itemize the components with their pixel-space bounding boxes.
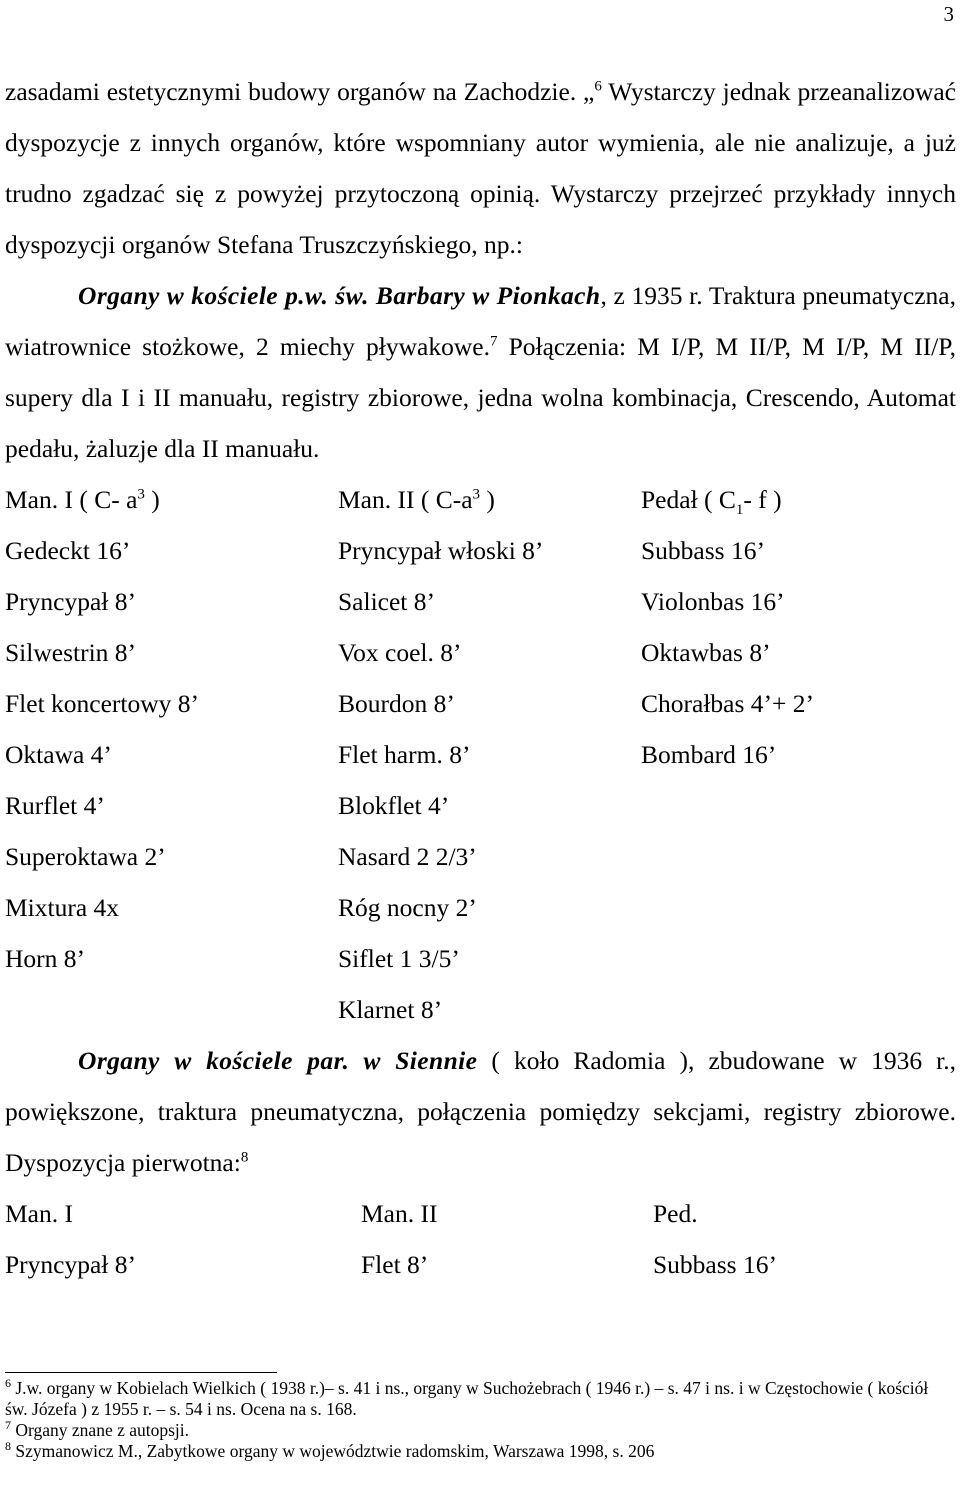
organ1-text-b: Połączenia: M I/P, M II/P, M I/P, M II/P, supery dla I i II manuału, registry zbiorowe, jedna wolna kombinacja, Crescendo, Automat pedału, żaluzje dla II manuału. bbox=[5, 332, 956, 463]
header-man2: Man. II bbox=[361, 1199, 438, 1228]
header-man1: Man. I ( C- $a^3$ ) bbox=[5, 485, 160, 514]
table-row: Mixtura 4x Róg nocny 2’ bbox=[5, 893, 477, 922]
organ1-text-a: , z 1935 r. Traktura pneumatyczna, wiatrownice stożkowe, 2 miechy pływakowe. bbox=[5, 281, 957, 361]
table-row: Superoktawa 2’ Nasard 2 2/3’ bbox=[5, 842, 477, 871]
organ2-text: ( koło Radomia ), zbudowane w 1936 r., powiększone, traktura pneumatyczna, połączenia pomiędzy sekcjami, registry zbiorowe. Dyspozycja pierwotna: bbox=[5, 1046, 956, 1177]
organ1-title: Organy w kościele p.w. św. Barbary w Pionkach bbox=[78, 281, 601, 310]
page-number: 3 bbox=[943, 2, 954, 26]
header-pedal: Pedał ( $C_1-$ f ) bbox=[641, 485, 782, 519]
table-row: Horn 8’ Siflet 1 3/5’ bbox=[5, 944, 460, 973]
footnote-6: $^6$ J.w. organy w Kobielach Wielkich ( 1938 r.)– s. 41 i ns., organy w Suchożebrach ( 1946 r.) – s. 47 i ns. i w Częstochowie ( kościół św. Józefa ) z 1955 r. – s. 54 i ns. Ocena na s. 168. bbox=[5, 1376, 929, 1419]
header-man1: Man. I bbox=[5, 1199, 73, 1228]
table-row: Oktawa 4’ Flet harm. 8’ Bombard 16’ bbox=[5, 740, 777, 769]
header-pedal: Ped. bbox=[653, 1199, 698, 1228]
organ2-title-a: Organy w kościele par. bbox=[78, 1046, 350, 1075]
footnote-ref-8[interactable]: 8 bbox=[240, 1149, 249, 1166]
footnote-8: $^8$ Szymanowicz M., Zabytkowe organy w województwie radomskim, Warszawa 1998, s. 206 bbox=[5, 1439, 655, 1461]
table-row: Gedeckt 16’ Pryncypał włoski 8’ Subbass 16’ bbox=[5, 536, 765, 565]
organ1-disposition-table bbox=[5, 474, 814, 1035]
table-row: Pryncypał 8’ Salicet 8’ Violonbas 16’ bbox=[5, 587, 785, 616]
table-row: Pryncypał 8’ Flet 8’ Subbass 16’ bbox=[5, 1250, 777, 1279]
footnotes bbox=[5, 1378, 951, 1462]
organ2-disposition-table bbox=[5, 1188, 777, 1290]
intro-text-b: Wystarczy jednak przeanalizować dyspozycje z innych organów, które wspomniany autor wymienia, ale nie analizuje, a już trudno zgadzać się z powyżej przytoczoną opinią. Wystarczy przejrzeć przykłady innych dyspozycji organów Stefana Truszczyńskiego, np.: bbox=[5, 77, 956, 259]
footnote-7: $^7$ Organy znane z autopsji. bbox=[5, 1418, 190, 1440]
organ2-title-b: w Siennie bbox=[363, 1046, 478, 1075]
table-row: Silwestrin 8’ Vox coel. 8’ Oktawbas 8’ bbox=[5, 638, 771, 667]
footnote-separator bbox=[5, 1372, 277, 1373]
table-row: Rurflet 4’ Blokflet 4’ bbox=[5, 791, 450, 820]
organ1-paragraph bbox=[5, 270, 956, 474]
table-row: Klarnet 8’ bbox=[338, 995, 443, 1024]
footnote-ref-7[interactable]: 7 bbox=[489, 333, 498, 350]
footnote-ref-6[interactable]: 6 bbox=[594, 78, 602, 95]
intro-paragraph bbox=[5, 66, 956, 270]
organ2-paragraph bbox=[5, 1035, 956, 1188]
table-header-row bbox=[5, 474, 814, 525]
table-row: Flet koncertowy 8’ Bourdon 8’ Chorałbas 4’+ 2’ bbox=[5, 689, 815, 718]
intro-text-a: zasadami estetycznymi budowy organów na Zachodzie. „ bbox=[5, 77, 595, 106]
main-text bbox=[5, 66, 956, 1290]
header-man2: Man. II ( $C-a^3$ ) bbox=[338, 485, 495, 514]
table-header-row bbox=[5, 1188, 777, 1239]
